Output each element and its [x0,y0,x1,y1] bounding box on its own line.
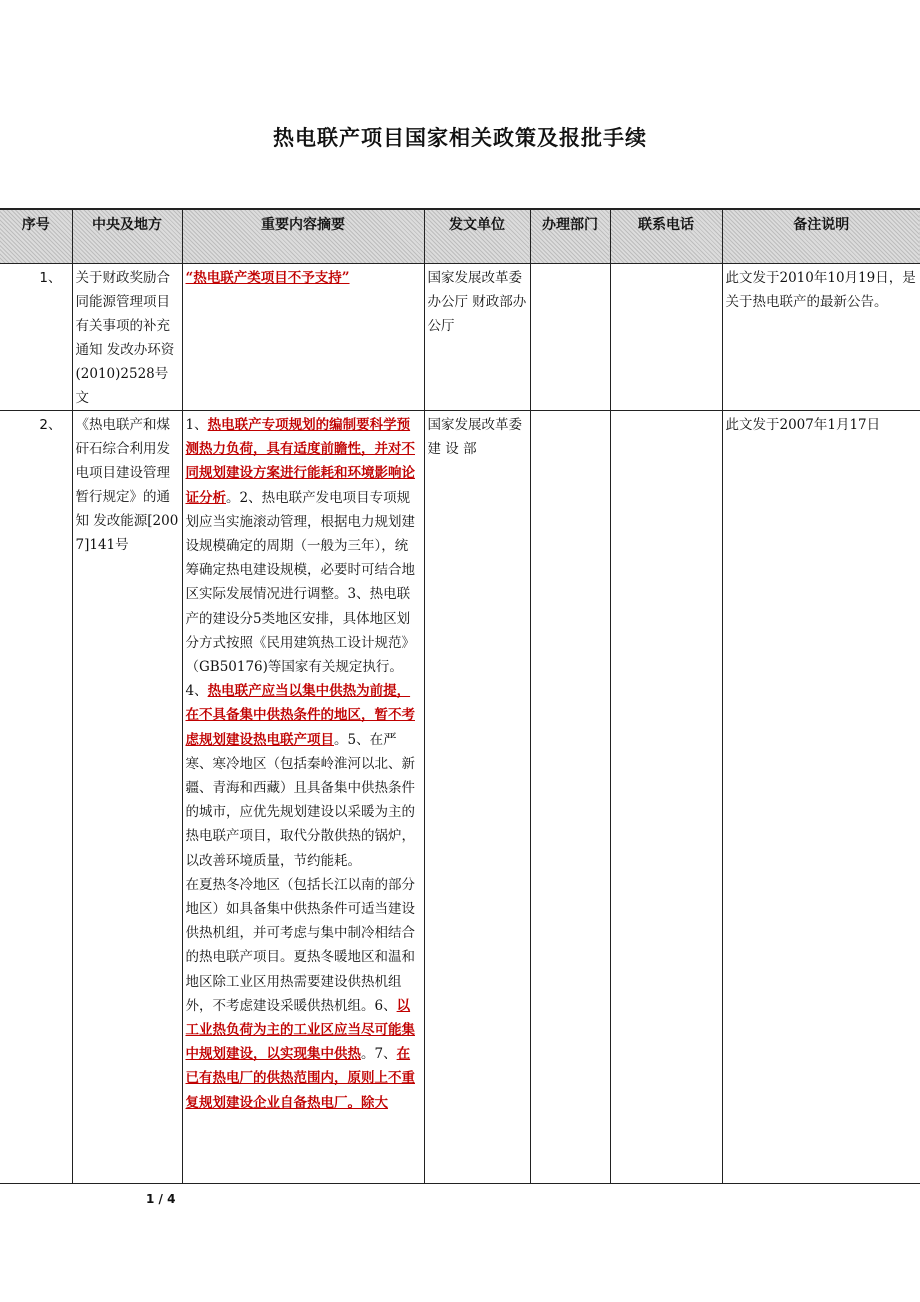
summary-highlight: 热电联产专项规划的编制要科学预测热力负荷，具有适度前瞻性，并对不同规划建设方案进行能耗和环境影响论证分析 [185,417,415,506]
row-issuer: 国家发展改革委办公厅 财政部办公厅 [424,264,530,411]
summary-highlight: 以工业热负荷为主的工业区应当尽可能集中规划建设，以实现集中供热 [185,997,415,1063]
row-summary [182,411,424,1184]
row-phone [610,411,722,1184]
row-num: 1、 [0,264,72,411]
row-note: 此文发于2010年10月19日，是关于热电联产的最新公告。 [722,264,920,411]
policy-table [0,210,920,1184]
col-header-phone: 联系电话 [610,210,722,264]
col-header-central-local: 中央及地方 [72,210,182,264]
page-number: 1 / 4 [146,1192,176,1206]
table-row [0,264,920,411]
row-central-local: 关于财政奖励合同能源管理项目有关事项的补充通知 发改办环资(2010)2528号文 [72,264,182,411]
col-header-num: 序号 [0,210,72,264]
document-title: 热电联产项目国家相关政策及报批手续 [273,125,647,150]
summary-text: 。7、 [361,1046,397,1063]
row-dept [530,411,610,1184]
summary-highlight: “热电联产类项目不予支持” [185,270,350,286]
summary-text: 。2、热电联产发电项目专项规划应当实施滚动管理，根据电力规划建设规模确定的周期（一般为三年），统筹确定热电建设规模，必要时可结合地区实际发展情况进行调整。3、热电联产的建设分5类地区安排，具体地区划分方式按照《民用建筑热工设计规范》（GB50176)等国家有关规定执行。4、 [185,489,415,700]
summary-text: 。5、在严寒、寒冷地区（包括秦岭淮河以北、新疆、青海和西藏）且具备集中供热条件的城市，应优先规划建设以采暖为主的热电联产项目，取代分散供热的锅炉，以改善环境质量，节约能耗。 [185,731,415,869]
summary-text: 1、 [185,417,208,433]
col-header-note: 备注说明 [722,210,920,264]
col-header-dept: 办理部门 [530,210,610,264]
table-row [0,411,920,1184]
summary-highlight: 在已有热电厂的供热范围内，原则上不重复规划建设企业自备热电厂。除大 [185,1046,415,1111]
row-note: 此文发于2007年1月17日 [722,411,920,1184]
col-header-summary: 重要内容摘要 [182,210,424,264]
summary-text: 在夏热冬冷地区（包括长江以南的部分地区）如具备集中供热条件可适当建设供热机组，并可考虑与集中制冷相结合的热电联产项目。夏热冬暖地区和温和地区除工业区用热需要建设供热机组外，不考虑建设采暖供热机组。6、 [185,876,415,1014]
row-central-local: 《热电联产和煤矸石综合利用发电项目建设管理暂行规定》的通知 发改能源[2007]141号 [72,411,182,1184]
row-summary [182,264,424,411]
col-header-issuer: 发文单位 [424,210,530,264]
row-phone [610,264,722,411]
row-dept [530,264,610,411]
summary-highlight: 热电联产应当以集中供热为前提，在不具备集中供热条件的地区，暂不考虑规划建设热电联产项目 [185,683,415,748]
row-issuer: 国家发展改革委建 设 部 [424,411,530,1184]
header-row [0,210,920,264]
row-num: 2、 [0,411,72,1184]
